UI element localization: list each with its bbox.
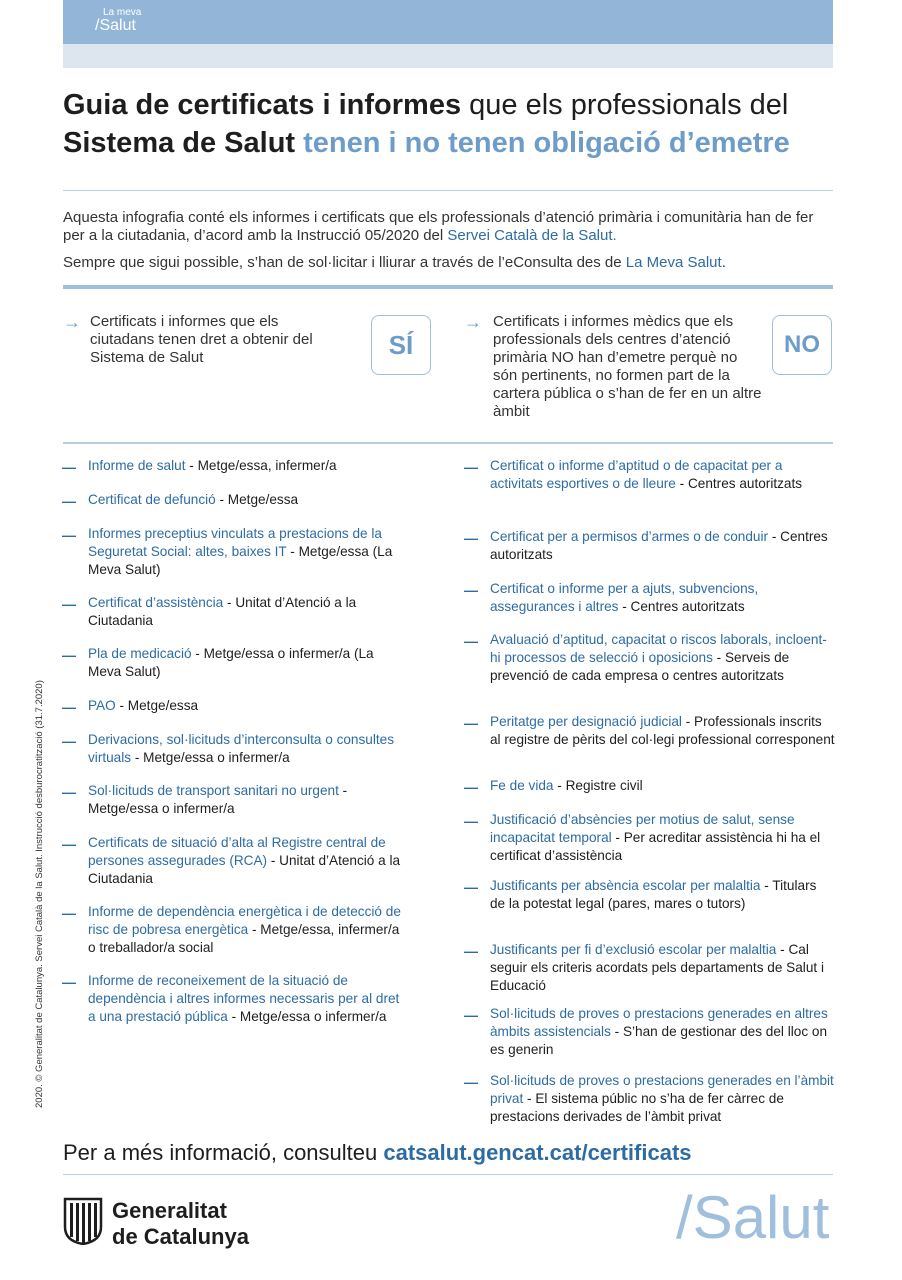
list-item	[490, 1005, 835, 1059]
item-responsible: - Professionals inscrits al registre de pèrits del col·legi professional corresponent	[490, 714, 835, 747]
title-part1: Guia de certificats i informes	[63, 89, 462, 121]
list-dash: —	[62, 733, 76, 749]
list-item	[490, 528, 835, 564]
logo-line1: La meva	[103, 7, 142, 18]
yes-column-header: Certificats i informes que els ciutadans tenen dret a obtenir del Sistema de Salut	[90, 313, 313, 366]
item-title: Informes preceptius vinculats a prestacions de la Seguretat Social: altes, baixes IT	[88, 526, 382, 559]
item-responsible: - Titulars de la potestat legal (pares, mares o tutors)	[490, 878, 817, 911]
list-item	[88, 491, 406, 509]
list-item	[490, 877, 835, 913]
item-responsible: - S’han de gestionar des del lloc on es generin	[490, 1024, 828, 1057]
arrow-right-icon: →	[63, 312, 81, 332]
list-item	[88, 731, 406, 767]
item-title: Certificat d’assistència	[88, 595, 224, 610]
item-title: Justificants per fi d’exclusió escolar per malaltia	[490, 942, 777, 957]
item-title: Informe de reconeixement de la situació de dependència i altres informes necessaris per al dret a una prestació pública	[88, 973, 400, 1024]
list-dash: —	[464, 779, 478, 795]
list-dash: —	[464, 459, 478, 475]
list-item	[490, 631, 835, 685]
item-responsible: - Metge/essa, infermer/a o treballador/a social	[88, 922, 400, 955]
list-item	[88, 697, 406, 715]
item-title: PAO	[88, 698, 116, 713]
list-item	[490, 777, 835, 795]
list-dash: —	[464, 530, 478, 546]
header-bar-lower	[63, 44, 833, 68]
item-responsible: - Centres autoritzats	[490, 529, 828, 562]
footer-divider	[63, 1174, 833, 1175]
list-item	[88, 782, 406, 818]
item-responsible: - Metge/essa	[215, 492, 299, 507]
list-item	[88, 834, 406, 888]
la-meva-salut-link[interactable]: La Meva Salut	[625, 254, 722, 271]
list-item	[490, 457, 835, 493]
list-item	[88, 525, 406, 579]
list-dash: —	[62, 836, 76, 852]
item-responsible: - Cal seguir els criteris acordats pels departaments de Salut i Educació	[490, 942, 824, 993]
section-divider	[63, 285, 833, 289]
item-responsible: - Metge/essa o infermer/a (La Meva Salut)	[88, 646, 374, 679]
list-item	[88, 594, 406, 630]
item-title: Justificació d’absències per motius de salut, sense incapacitat temporal	[490, 812, 795, 845]
list-item	[88, 457, 406, 475]
intro-text-2: Sempre que sigui possible, s’han de sol·licitar i lliurar a través de l’eConsulta des de	[63, 254, 626, 271]
intro-paragraph-1	[63, 209, 833, 245]
list-dash: —	[464, 633, 478, 649]
item-responsible: - Metge/essa, infermer/a	[185, 458, 337, 473]
yes-badge: SÍ	[371, 315, 431, 375]
item-title: Certificat o informe d’aptitud o de capacitat per a activitats esportives o de lleure	[490, 458, 783, 491]
item-responsible: - Metge/essa	[115, 698, 199, 713]
list-item	[88, 903, 406, 957]
item-responsible: - Metge/essa o infermer/a	[131, 750, 290, 765]
list-item	[88, 645, 406, 681]
item-responsible: - Serveis de prevenció de cada empresa o centres autoritzats	[490, 650, 790, 683]
item-title: Sol·licituds de proves o prestacions generades en altres àmbits assistencials	[490, 1006, 828, 1039]
list-dash: —	[62, 527, 76, 543]
no-column-header: Certificats i informes mèdics que els professionals dels centres d’atenció primària NO han d’emetre perquè no són pertinents, no formen part de la cartera pública o s’han de fer en un altre àmbit	[493, 313, 762, 420]
list-dash: —	[62, 974, 76, 990]
intro-paragraph-2	[63, 254, 833, 272]
la-meva-salut-logo	[95, 8, 141, 34]
list-dash: —	[62, 905, 76, 921]
divider	[63, 190, 833, 191]
item-title: Certificat o informe per a ajuts, subvencions, assegurances i altres	[490, 581, 759, 614]
arrow-right-icon: →	[464, 312, 482, 332]
logo-line2: /Salut	[95, 17, 136, 34]
item-responsible: - Registre civil	[553, 778, 643, 793]
copyright-note: 2020. © Generalitat de Catalunya. Servei Català de la Salut. Instrucció desburocratització (31.7.2020)	[34, 680, 45, 1108]
servei-catala-link[interactable]: Servei Català de la Salut.	[447, 227, 617, 244]
item-responsible: - Metge/essa o infermer/a	[227, 1009, 387, 1024]
list-item	[490, 811, 835, 865]
title-part4: tenen i no tenen obligació d’emetre	[295, 127, 790, 159]
item-responsible: - Centres autoritzats	[675, 476, 803, 491]
list-dash: —	[464, 582, 478, 598]
header-bar	[63, 0, 833, 44]
list-dash: —	[464, 1007, 478, 1023]
item-responsible: - El sistema públic no s’ha de fer càrrec de prestacions derivades de l’àmbit privat	[490, 1091, 784, 1124]
item-responsible: - Per acreditar assistència hi ha el certificat d’assistència	[490, 830, 821, 863]
salut-logo: /Salut	[676, 1184, 830, 1251]
list-dash: —	[62, 459, 76, 475]
title-part3: Sistema de Salut	[63, 127, 296, 159]
list-dash: —	[62, 699, 76, 715]
list-dash: —	[62, 493, 76, 509]
list-dash: —	[464, 715, 478, 731]
page-title	[63, 86, 843, 162]
item-title: Certificat de defunció	[88, 492, 216, 507]
list-item	[88, 972, 406, 1026]
generalitat-logo-text	[112, 1198, 249, 1250]
item-title: Avaluació d’aptitud, capacitat o riscos laborals, incloent-hi processos de selecció i oposicions	[490, 632, 827, 665]
list-item	[490, 1072, 835, 1126]
columns-divider	[63, 442, 833, 444]
catsalut-link[interactable]: catsalut.gencat.cat/certificats	[383, 1140, 692, 1165]
intro-text-1: Aquesta infografia conté els informes i certificats que els professionals d’atenció primària i comunitària han de fer per a la ciutadania, d’acord amb la Instrucció 05/2020 del	[63, 209, 814, 244]
item-title: Pla de medicació	[88, 646, 192, 661]
list-dash: —	[464, 1074, 478, 1090]
list-dash: —	[62, 784, 76, 800]
item-responsible: - Metge/essa o infermer/a	[88, 783, 348, 816]
item-title: Derivacions, sol·licituds d’interconsulta o consultes virtuals	[88, 732, 394, 765]
title-part2: que els professionals del	[461, 89, 789, 121]
list-dash: —	[62, 647, 76, 663]
item-responsible: - Centres autoritzats	[618, 599, 745, 614]
item-title: Certificats de situació d’alta al Registre central de persones assegurades (RCA)	[88, 835, 386, 868]
item-responsible: - Unitat d’Atenció a la Ciutadania	[88, 595, 357, 628]
intro-end: .	[721, 254, 726, 271]
list-item	[490, 713, 835, 749]
item-title: Certificat per a permisos d’armes o de conduir	[490, 529, 769, 544]
item-title: Fe de vida	[490, 778, 554, 793]
item-title: Informe de dependència energètica i de detecció de risc de pobresa energètica	[88, 904, 401, 937]
list-item	[490, 941, 835, 995]
more-info-text: Per a més informació, consulteu	[63, 1140, 384, 1165]
item-title: Informe de salut	[88, 458, 186, 473]
no-badge: NO	[772, 315, 832, 375]
list-dash: —	[464, 879, 478, 895]
item-responsible: - Metge/essa (La Meva Salut)	[88, 544, 393, 577]
list-dash: —	[464, 813, 478, 829]
item-title: Peritatge per designació judicial	[490, 714, 682, 729]
more-info	[63, 1140, 692, 1166]
item-title: Justificants per absència escolar per malaltia	[490, 878, 761, 893]
generalitat-emblem-icon	[63, 1197, 103, 1245]
list-item	[490, 580, 835, 616]
generalitat-line1: Generalitat	[112, 1198, 227, 1223]
item-title: Sol·licituds de transport sanitari no urgent	[88, 783, 339, 798]
list-dash: —	[62, 596, 76, 612]
item-responsible: - Unitat d’Atenció a la Ciutadania	[88, 853, 401, 886]
list-dash: —	[464, 943, 478, 959]
item-title: Sol·licituds de proves o prestacions generades en l’àmbit privat	[490, 1073, 834, 1106]
generalitat-line2: de Catalunya	[112, 1224, 249, 1249]
